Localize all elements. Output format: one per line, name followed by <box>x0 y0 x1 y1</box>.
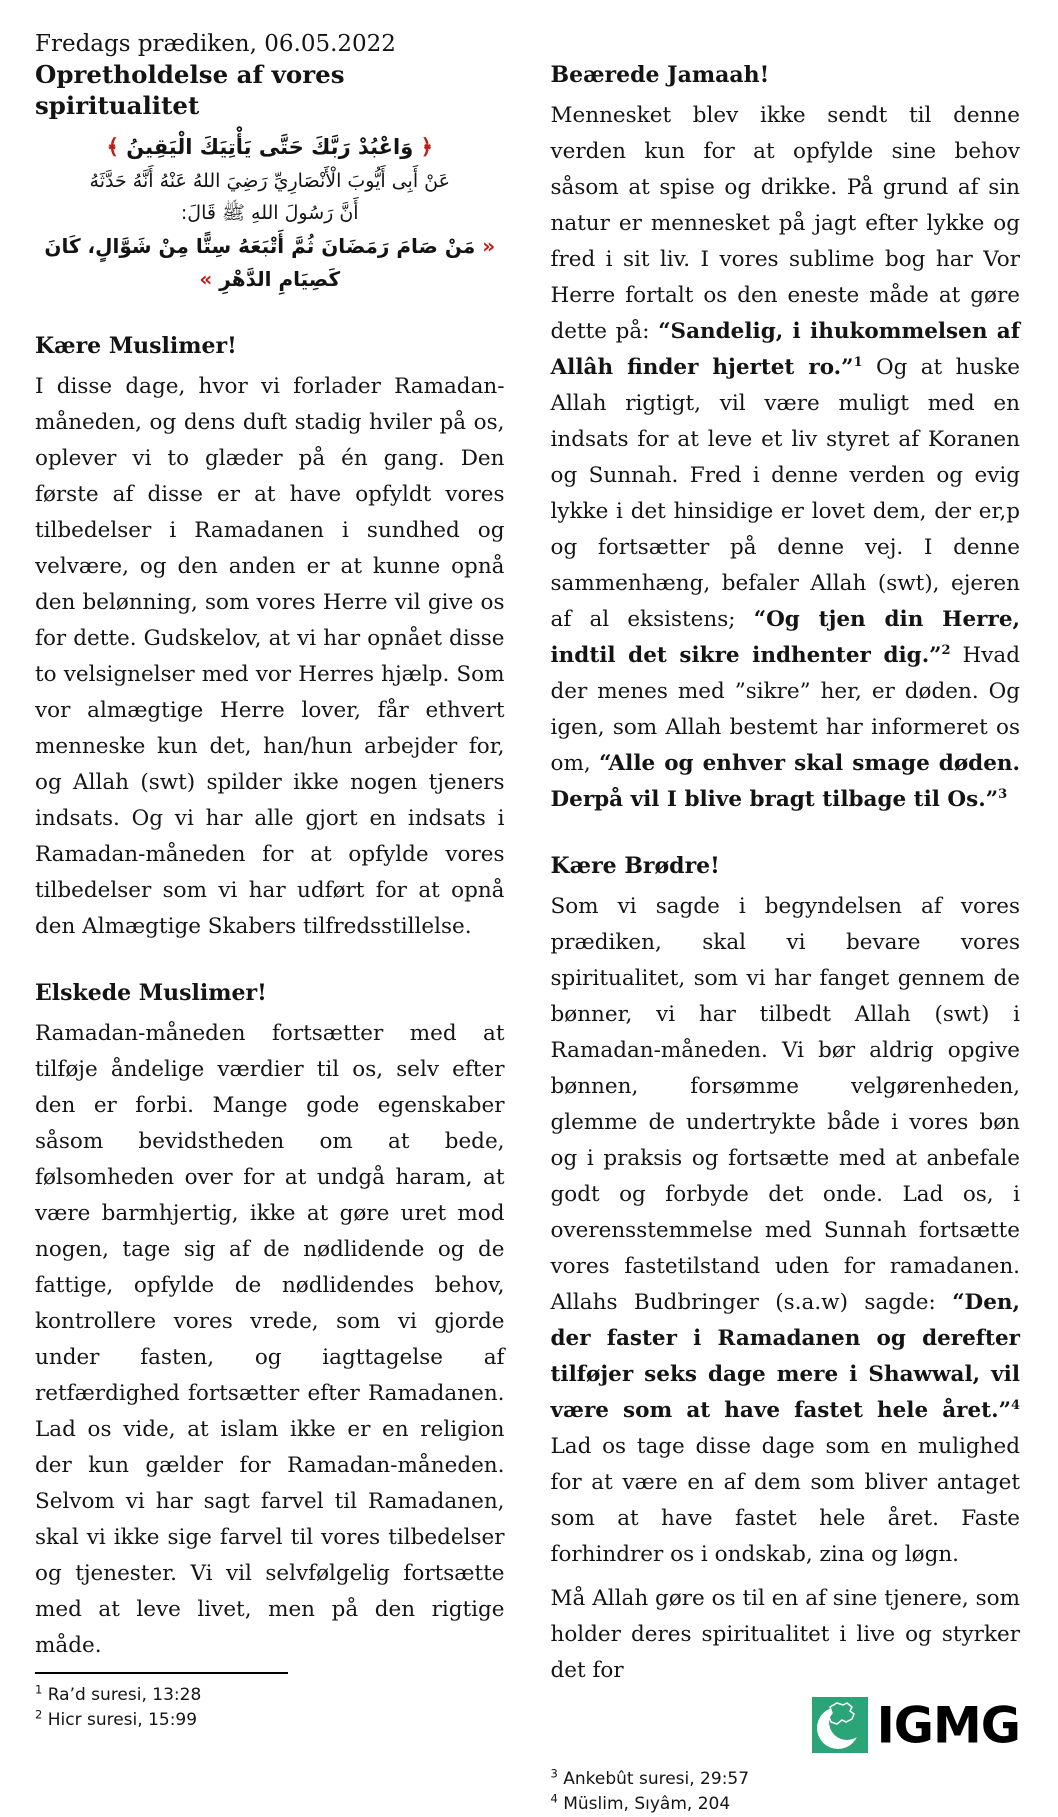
page-title: Opretholdelse af vores spiritualitet <box>35 60 345 120</box>
footnote <box>35 1683 505 1708</box>
left-column <box>35 30 505 1730</box>
paragraph: I disse dage, hvor vi forlader Ramadan-måneden, og dens duft stadig hviler på os, oplever vi to glæder på én gang. Den første af disse er at have opfyldt vores tilbedelser i Ramadanen i sundhed og velvære, og den anden er at kunne opnå den belønning, som vores Herre vil give os for dette. Gudskelov, at vi har opnået disse to velsignelser med vor Herres hjælp. Som vor almægtige Herre lover, får ethvert menneske kun det, han/hun arbejder for, og Allah (swt) spilder ikke nogen tjeners indsats. Og vi har alle gjort en indsats i Ramadan-måneden for at opfylde vores tilbedelser som vi har udført for at opnå den Almægtige Skabers tilfredsstillelse. <box>35 374 505 939</box>
left-footnote-list <box>35 1683 505 1733</box>
left-footnotes-block <box>35 1672 505 1733</box>
right-footnote-list <box>551 1767 1021 1817</box>
footnote-marker: 3 <box>550 1766 558 1781</box>
left-sections <box>35 331 505 1672</box>
footnote-text: Müslim, Sıyâm, 204 <box>557 1794 731 1814</box>
footnote-text: Hicr suresi, 15:99 <box>42 1710 198 1730</box>
footnote-marker: 1 <box>35 1682 43 1697</box>
arabic-hadith: « مَنْ صَامَ رَمَضَانَ ثُمَّ أَتْبَعَهُ سِتًّا مِنْ شَوَّالٍ، كَانَ كَصِيَامِ الدَّهْرِ » <box>44 234 496 291</box>
footnote-text: Ankebût suresi, 29:57 <box>557 1769 750 1789</box>
date-line: Fredags prædiken, 06.05.2022 <box>35 31 396 57</box>
crescent-map-icon <box>812 1697 868 1753</box>
footnote <box>551 1792 1021 1817</box>
footnote-marker: 4 <box>550 1791 558 1806</box>
igmg-logo <box>551 1697 1021 1753</box>
paragraph: Må Allah gøre os til en af sine tjenere, som holder deres spiritualitet i live og styrker det for <box>550 1586 1020 1683</box>
right-column <box>550 30 1021 1814</box>
right-bottom-block <box>551 1697 1021 1817</box>
footnote <box>35 1708 505 1733</box>
footnote-divider <box>35 1672 288 1674</box>
section-heading: Elskede Muslimer! <box>35 980 267 1006</box>
footnote <box>551 1767 1021 1792</box>
hadith-chain-line2: أَنَّ رَسُولَ اللهِ ﷺ قَالَ: <box>180 202 359 224</box>
hadith-chain-line1: عَنْ أَبِى أَيُّوبَ الْأَنْصَارِيِّ رَضِيَ اللهُ عَنْهُ أَنَّهُ حَدَّثَهُ <box>89 170 450 192</box>
section-heading: Beærede Jamaah! <box>550 62 770 88</box>
footnote-marker: 2 <box>35 1707 43 1722</box>
section-heading: Kære Brødre! <box>550 853 720 879</box>
arabic-verse: ﴿ وَاعْبُدْ رَبَّكَ حَتَّى يَأْتِيَكَ الْيَقِينُ ﴾ <box>106 135 433 159</box>
right-sections <box>551 60 1021 1697</box>
paragraph: Som vi sagde i begyndelsen af vores prædiken, skal vi bevare vores spiritualitet, som vi har fanget gennem de bønner, vi har tilbedt Allah (swt) i Ramadan-måneden. Vi bør aldrig opgive bønnen, forsømme velgørenheden, glemme de undertrykte både i vores bøn og i praksis og fortsætte med at anbefale godt og forbyde det onde. Lad os, i overensstemmelse med Sunnah fortsætte vores fastetilstand uden for ramadanen. Allahs Budbringer (s.a.w) sagde: “Den, der faster i Ramadanen og derefter tilføjer seks dage mere i Shawwal, vil være som at have fastet hele året.”$^4$ Lad os tage disse dage som en mulighed for at være en af dem som bliver antaget som at have fastet hele året. Faste forhindrer os i ondskab, zina og løgn. <box>550 894 1020 1567</box>
footnote-text: Ra’d suresi, 13:28 <box>42 1685 202 1705</box>
logo-wordmark: IGMG <box>876 1695 1020 1755</box>
section-heading: Kære Muslimer! <box>35 333 237 359</box>
paragraph: Mennesket blev ikke sendt til denne verden kun for at opfylde sine behov såsom at spise og drikke. På grund af sin natur er mennesket på jagt efter lykke og fred i sit liv. I vores sublime bog har Vor Herre fortalt os den eneste måde at gøre dette på: “Sandelig, i ihukommelsen af Allâh finder hjertet ro.”$^1$ Og at huske Allah rigtigt, vil være muligt med en indsats for at leve et liv styret af Koranen og Sunnah. Fred i denne verden og evig lykke i det hinsidige er lovet dem, der er,p og fortsætter på denne vej. I denne sammenhæng, befaler Allah (swt), ejeren af al eksistens; “Og tjen din Herre, indtil det sikre indhenter dig.”$^2$ Hvad der menes med ”sikre” her, er døden. Og igen, som Allah bestemt har informeret os om, “Alle og enhver skal smage døden. Derpå vil I blive bragt tilbage til Os.”$^3$ <box>550 103 1021 812</box>
paragraph: Ramadan-måneden fortsætter med at tilføje åndelige værdier til os, selv efter den er forbi. Mange gode egenskaber såsom bevidstheden om at bede, følsomheden over for at undgå haram, at være barmhjertig, ikke at gøre uret mod nogen, tage sig af de nødlidende og de fattige, opfylde de nødlidendes behov, kontrollere vores vrede, som vi gjorde under fasten, og iagttagelse af retfærdighed fortsætter efter Ramadanen. Lad os vide, at islam ikke er en religion der kun gælder for Ramadan-måneden. Selvom vi har sagt farvel til Ramadanen, skal vi ikke sige farvel til vores tilbedelser og tjenester. Vi vil selvfølgelig fortsætte med at leve livet, men på den rigtige måde. <box>35 1021 505 1658</box>
